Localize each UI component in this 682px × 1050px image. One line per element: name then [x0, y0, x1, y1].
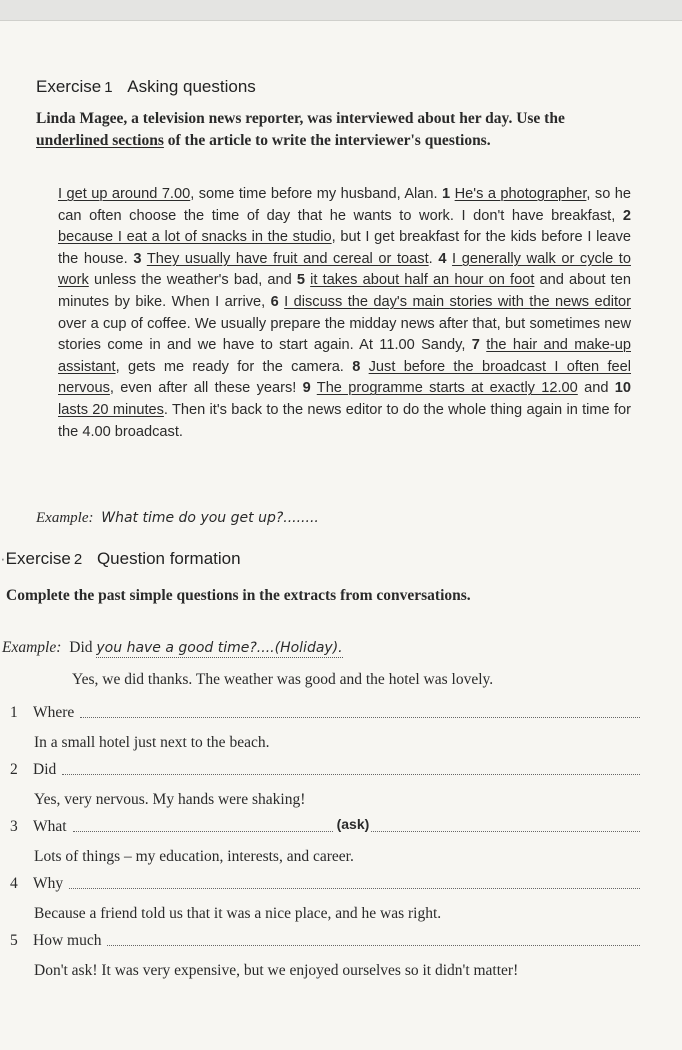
underlined-section: because I eat a lot of snacks in the studio	[58, 229, 332, 246]
question-row: 1 Where	[10, 704, 640, 722]
exercise-1-example: Example: What time do you get up?........	[36, 510, 319, 526]
exercise-1-heading	[36, 77, 256, 97]
exercise-2-example: Example: Did you have a good time?....(Holiday).	[2, 639, 343, 656]
exercise-label: Exercise	[36, 77, 102, 96]
question-reply: Lots of things – my education, interests, and career.	[34, 848, 354, 865]
question-reply: Because a friend told us that it was a nice place, and he was right.	[34, 905, 442, 922]
answer-blank[interactable]	[80, 717, 640, 718]
handwritten-hint: (ask)	[336, 816, 370, 832]
question-row: 4 Why	[10, 875, 640, 893]
underlined-section: He's a photographer	[454, 186, 587, 202]
exercise-2-instruction: Complete the past simple questions in the extracts from conversations.	[6, 587, 471, 604]
underlined-section: the hair and make-up assistant	[58, 337, 631, 375]
underlined-section: lasts 20 minutes	[58, 401, 164, 418]
handwritten-answer: you have a good time?....(Holiday).	[96, 640, 343, 656]
exercise-number: 2	[73, 551, 83, 568]
exercise-title: Question formation	[96, 549, 241, 568]
underlined-section: I generally walk or cycle to work	[58, 250, 631, 289]
exercise-label: Exercise	[5, 549, 71, 568]
underlined-section: I get up around 7.00	[58, 186, 191, 202]
article-text: I get up around 7.00, some time before my husband, Alan. 1 He's a photographer, so he can often choose the time of day that he wants to work. I don't have breakfast, 2 because I eat a lot of snacks in the studio, but I get breakfast for the kids before I leave the house. 3 They usually have fruit and cereal or toast. 4 I generally walk or cycle to work unless the weather's bad, and 5 it takes about half an hour on foot and about ten minutes by bike. When I arrive, 6 I discuss the day's main stories with the news editor over a cup of coffee. We usually prepare the midday news after that, but sometimes new stories come in and we have to start again. At 11.00 Sandy, 7 the hair and make-up assistant, gets me ready for the camera. 8 Just before the broadcast I often feel nervous, even after all these years! 9 The programme starts at exactly 12.00 and 10 lasts 20 minutes. Then it's back to the news editor to do the whole thing again in time for the 4.00 broadcast.	[58, 186, 632, 440]
answer-blank[interactable]	[371, 831, 640, 832]
example-reply: Yes, we did thanks. The weather was good and the hotel was lovely.	[72, 671, 494, 688]
exercise-title: Asking questions	[127, 77, 256, 96]
question-reply: Don't ask! It was very expensive, but we enjoyed ourselves so it didn't matter!	[34, 962, 519, 979]
answer-blank[interactable]	[69, 888, 640, 889]
question-row: 2 Did	[10, 761, 640, 779]
exercise-number: 1	[104, 79, 113, 96]
question-reply: Yes, very nervous. My hands were shaking!	[34, 791, 306, 808]
underlined-section: I discuss the day's main stories with the news editor	[284, 293, 631, 310]
question-row: 3 What (ask)	[10, 818, 640, 836]
question-row: 5 How much	[10, 932, 640, 950]
handwritten-answer: What time do you get up?........	[101, 510, 319, 526]
underlined-section: They usually have fruit and cereal or toast	[146, 250, 429, 267]
exercise-2-heading: ·Exercise 2 Question formation	[0, 549, 241, 568]
exercise-1-instruction: Linda Magee, a television news reporter, was interviewed about her day. Use the underlined sections of the article to write the interviewer's questions.	[36, 110, 565, 149]
underlined-section: The programme starts at exactly 12.00	[316, 380, 578, 397]
top-bar	[0, 0, 682, 21]
answer-blank[interactable]	[107, 945, 640, 946]
question-reply: In a small hotel just next to the beach.	[34, 734, 270, 751]
underlined-section: Just before the broadcast I often feel nervous	[58, 358, 632, 397]
underlined-section: it takes about half an hour on foot	[310, 272, 535, 289]
answer-blank[interactable]	[73, 831, 333, 832]
answer-blank[interactable]	[62, 774, 640, 775]
